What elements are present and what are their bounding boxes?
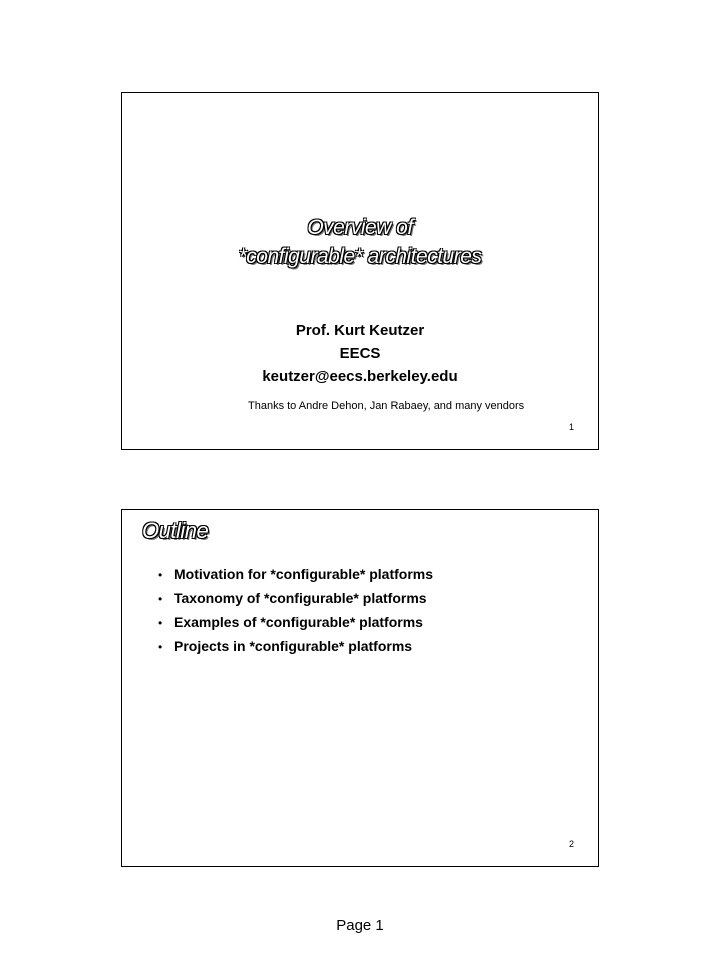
list-item-text: Examples of *configurable* platforms [174,614,423,630]
outline-list [158,563,433,659]
slide-2-title: Outline [142,518,209,543]
acknowledgements: Thanks to Andre Dehon, Jan Rabaey, and many vendors [248,400,525,412]
slide-2 [121,509,599,867]
author-name: Prof. Kurt Keutzer [295,322,425,339]
list-item [158,611,433,635]
slide-1-title [122,213,598,271]
slide-number: 2 [568,839,574,849]
list-item [158,563,433,587]
bullet-icon: • [158,592,163,606]
list-item-text: Motivation for *configurable* platforms [174,566,434,582]
author-email: keutzer@eecs.berkeley.edu [262,368,458,385]
slide-1-title-line: *configurable* architectures [238,245,482,268]
list-item [158,587,433,611]
slide-number: 1 [568,422,574,432]
page-footer: Page 1 [336,917,384,934]
author-block [122,319,598,388]
bullet-icon: • [158,640,163,654]
bullet-icon: • [158,616,163,630]
list-item [158,635,433,659]
slide-1-title-line: Overview of [307,216,413,239]
bullet-icon: • [158,568,163,582]
list-item-text: Projects in *configurable* platforms [174,638,413,654]
author-department: EECS [339,345,381,362]
list-item-text: Taxonomy of *configurable* platforms [174,590,427,606]
slide-1 [121,92,599,450]
